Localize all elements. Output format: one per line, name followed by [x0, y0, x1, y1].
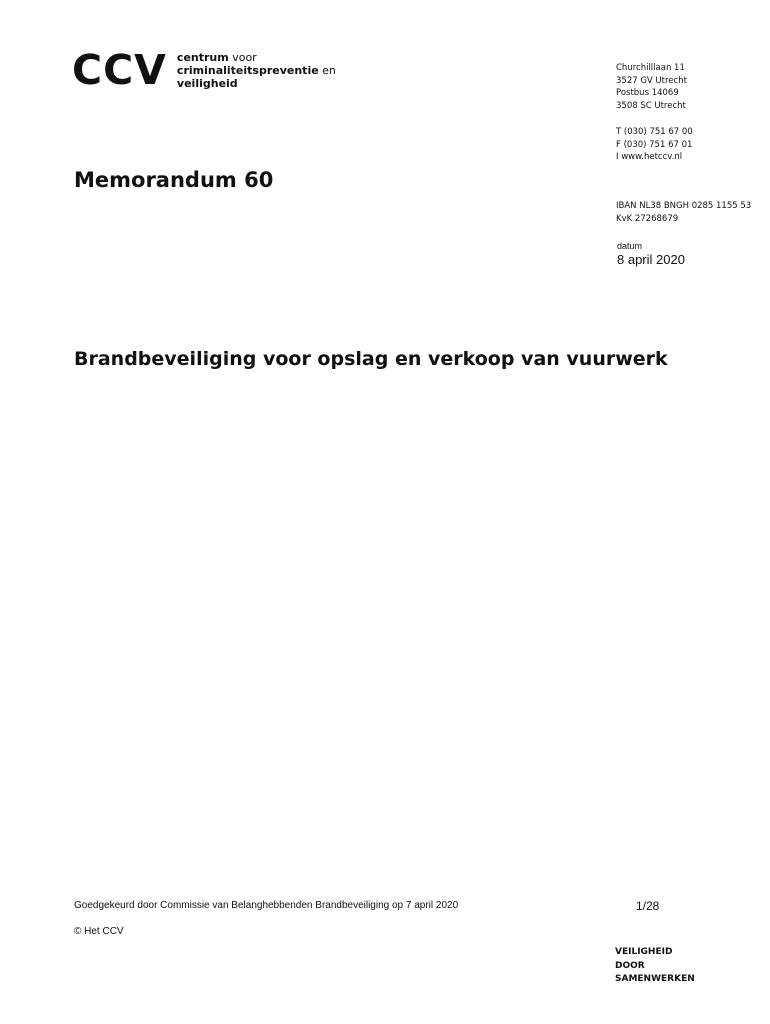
- document-title: Brandbeveiliging voor opslag en verkoop van vuurwerk: [74, 348, 668, 370]
- page-number: 1/28: [636, 899, 660, 913]
- logo-line-3-bold: veiligheid: [176, 77, 238, 90]
- memo-title: Memorandum 60: [74, 168, 274, 192]
- address-web: I www.hetccv.nl: [616, 152, 683, 162]
- logo-line-1-rest: voor: [228, 51, 257, 64]
- date-value: 8 april 2020: [617, 252, 685, 267]
- address-postcode-city: 3527 GV Utrecht: [616, 75, 687, 86]
- logo-text: [177, 51, 336, 90]
- address-iban: IBAN NL38 BNGH 0285 1155 53: [616, 201, 752, 211]
- address-postbus-city: 3508 SC Utrecht: [616, 100, 686, 111]
- logo-line-2-rest: en: [318, 64, 336, 77]
- footer-copyright: © Het CCV: [74, 926, 124, 937]
- logo-line-2: [177, 64, 336, 77]
- address-fax: F (030) 751 67 01: [616, 139, 693, 150]
- slogan: [615, 946, 695, 987]
- ccv-logo: [72, 46, 336, 94]
- date-label: datum: [617, 241, 643, 251]
- slogan-line-1: VEILIGHEID: [615, 947, 673, 957]
- address-kvk: KvK 27268679: [616, 213, 679, 224]
- footer-approval: Goedgekeurd door Commissie van Belanghebbenden Brandbeveiliging op 7 april 2020: [74, 900, 459, 911]
- logo-line-1: [177, 51, 336, 64]
- address-postbus: Postbus 14069: [616, 88, 679, 98]
- date-block: [617, 241, 685, 268]
- address-street: Churchilllaan 11: [616, 63, 685, 73]
- logo-line-3: [177, 77, 336, 90]
- logo-mark: CCV: [72, 46, 167, 94]
- slogan-line-3: SAMENWERKEN: [615, 974, 695, 984]
- logo-line-2-bold: criminaliteitspreventie: [176, 64, 319, 77]
- address-phone: T (030) 751 67 00: [616, 127, 693, 137]
- logo-line-1-bold: centrum: [176, 51, 229, 64]
- contact-details: [616, 126, 693, 164]
- slogan-line-2: DOOR: [615, 960, 645, 971]
- postal-address: [616, 62, 687, 112]
- bank-details: [616, 200, 751, 225]
